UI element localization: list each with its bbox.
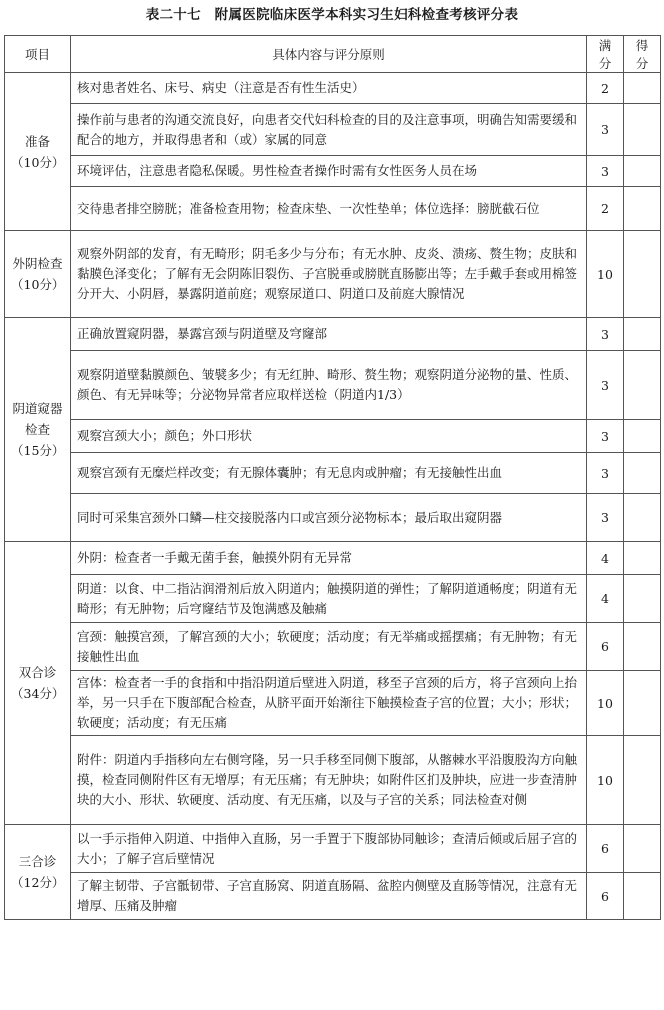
obtained-score-cell[interactable] <box>624 494 661 542</box>
obtained-score-cell[interactable] <box>624 156 661 187</box>
header-item: 项目 <box>5 36 71 73</box>
obtained-score-cell[interactable] <box>624 873 661 920</box>
obtained-score-cell[interactable] <box>624 825 661 873</box>
full-score-cell: 3 <box>587 156 624 187</box>
content-cell: 环境评估，注意患者隐私保暖。男性检查者操作时需有女性医务人员在场 <box>71 156 587 187</box>
table-row <box>5 873 661 920</box>
full-score-cell: 10 <box>587 231 624 318</box>
content-cell: 宫体：检查者一手的食指和中指沿阴道后壁进入阴道，移至子宫颈的后方，将子宫颈向上抬举，另一只手在下腹部配合检查，从脐平面开始渐往下触摸检查子宫的位置；大小；形状；软硬度；活动度；有无压痛 <box>71 671 587 736</box>
content-cell: 交待患者排空膀胱；准备检查用物；检查床垫、一次性垫单；体位选择：膀胱截石位 <box>71 187 587 231</box>
full-score-cell: 4 <box>587 542 624 575</box>
header-row <box>5 36 661 73</box>
obtained-score-cell[interactable] <box>624 736 661 825</box>
obtained-score-cell[interactable] <box>624 73 661 104</box>
full-score-cell: 2 <box>587 73 624 104</box>
table-row <box>5 542 661 575</box>
full-score-cell: 3 <box>587 104 624 156</box>
obtained-score-cell[interactable] <box>624 671 661 736</box>
header-full-score: 满分 <box>587 36 624 73</box>
content-cell: 宫颈：触摸宫颈，了解宫颈的大小；软硬度；活动度；有无举痛或摇摆痛；有无肿物；有无接触性出血 <box>71 623 587 671</box>
table-row <box>5 156 661 187</box>
table-row <box>5 453 661 494</box>
obtained-score-cell[interactable] <box>624 453 661 494</box>
content-cell: 阴道：以食、中二指沾润滑剂后放入阴道内；触摸阴道的弹性；了解阴道通畅度；阴道有无畸形；有无肿物；后穹窿结节及饱满感及触痛 <box>71 575 587 623</box>
full-score-cell: 6 <box>587 873 624 920</box>
obtained-score-cell[interactable] <box>624 575 661 623</box>
full-score-cell: 3 <box>587 420 624 453</box>
full-score-cell: 6 <box>587 623 624 671</box>
content-cell: 同时可采集宫颈外口鳞—柱交接脱落内口或宫颈分泌物标本；最后取出窥阴器 <box>71 494 587 542</box>
table-row <box>5 825 661 873</box>
obtained-score-cell[interactable] <box>624 231 661 318</box>
obtained-score-cell[interactable] <box>624 623 661 671</box>
obtained-score-cell[interactable] <box>624 542 661 575</box>
section-name: 准备 <box>24 133 50 149</box>
section-score: （10分） <box>11 154 65 170</box>
full-score-cell: 3 <box>587 318 624 351</box>
full-score-cell: 4 <box>587 575 624 623</box>
section-cell <box>5 318 71 542</box>
content-cell: 操作前与患者的沟通交流良好，向患者交代妇科检查的目的及注意事项，明确告知需要缓和配合的地方，并取得患者和（或）家属的同意 <box>71 104 587 156</box>
section-cell <box>5 73 71 231</box>
full-score-cell: 10 <box>587 671 624 736</box>
section-name: 三合诊 <box>18 854 57 869</box>
section-cell <box>5 231 71 318</box>
obtained-score-cell[interactable] <box>624 420 661 453</box>
full-score-cell: 6 <box>587 825 624 873</box>
header-obtained-score: 得分 <box>624 36 661 73</box>
content-cell: 了解主韧带、子宫骶韧带、子宫直肠窝、阴道直肠隔、盆腔内侧壁及直肠等情况，注意有无增厚、压痛及肿瘤 <box>71 873 587 920</box>
score-table <box>4 35 661 920</box>
section-name: 双合诊 <box>18 665 57 680</box>
content-cell: 观察阴道壁黏膜颜色、皱襞多少；有无红肿、畸形、赘生物；观察阴道分泌物的量、性质、颜色、有无异味等；分泌物异常者应取样送检（阴道内1/3） <box>71 351 587 420</box>
obtained-score-cell[interactable] <box>624 351 661 420</box>
table-row <box>5 736 661 825</box>
section-score: （12分） <box>11 875 65 890</box>
content-cell: 以一手示指伸入阴道、中指伸入直肠，另一手置于下腹部协同触诊；查清后倾或后屈子宫的大小；了解子宫后壁情况 <box>71 825 587 873</box>
table-row <box>5 104 661 156</box>
content-cell: 附件：阴道内手指移向左右侧穹隆，另一只手移至同侧下腹部，从髂棘水平沿腹股沟方向触摸，检查同侧附件区有无增厚；有无压痛；有无肿块；如附件区扪及肿块，应进一步查清肿块的大小、形状、软硬度、活动度、有无压痛，以及与子宫的关系；同法检查对侧 <box>71 736 587 825</box>
section-cell <box>5 825 71 920</box>
table-title: 表二十七 附属医院临床医学本科实习生妇科检查考核评分表 <box>145 7 519 23</box>
table-body <box>5 73 661 920</box>
section-cell <box>5 542 71 825</box>
content-cell: 观察宫颈大小；颜色；外口形状 <box>71 420 587 453</box>
section-name: 外阴检查 <box>12 256 63 271</box>
obtained-score-cell[interactable] <box>624 187 661 231</box>
content-cell: 外阴：检查者一手戴无菌手套，触摸外阴有无异常 <box>71 542 587 575</box>
obtained-score-cell[interactable] <box>624 318 661 351</box>
table-row <box>5 187 661 231</box>
table-row <box>5 231 661 318</box>
full-score-cell: 3 <box>587 453 624 494</box>
table-row <box>5 73 661 104</box>
section-score: （10分） <box>11 277 65 292</box>
section-score: （34分） <box>11 686 65 701</box>
table-row <box>5 494 661 542</box>
content-cell: 正确放置窥阴器，暴露宫颈与阴道壁及穹窿部 <box>71 318 587 351</box>
full-score-cell: 2 <box>587 187 624 231</box>
section-score: （15分） <box>11 443 65 458</box>
section-name: 阴道窥器检查 <box>12 401 63 437</box>
full-score-cell: 3 <box>587 494 624 542</box>
content-cell: 观察外阴部的发育，有无畸形；阴毛多少与分布；有无水肿、皮炎、溃疡、赘生物；皮肤和黏膜色泽变化；了解有无会阴陈旧裂伤、子宫脱垂或膀胱直肠膨出等；左手戴手套或用棉签分开大、小阴唇，暴露阴道前庭；观察尿道口、阴道口及前庭大腺情况 <box>71 231 587 318</box>
table-row <box>5 420 661 453</box>
table-row <box>5 575 661 623</box>
table-row <box>5 318 661 351</box>
obtained-score-cell[interactable] <box>624 104 661 156</box>
table-row <box>5 671 661 736</box>
table-row <box>5 351 661 420</box>
table-row <box>5 623 661 671</box>
content-cell: 核对患者姓名、床号、病史（注意是否有性生活史） <box>71 73 587 104</box>
header-content: 具体内容与评分原则 <box>71 36 587 73</box>
full-score-cell: 3 <box>587 351 624 420</box>
full-score-cell: 10 <box>587 736 624 825</box>
content-cell: 观察宫颈有无糜烂样改变；有无腺体囊肿；有无息肉或肿瘤；有无接触性出血 <box>71 453 587 494</box>
